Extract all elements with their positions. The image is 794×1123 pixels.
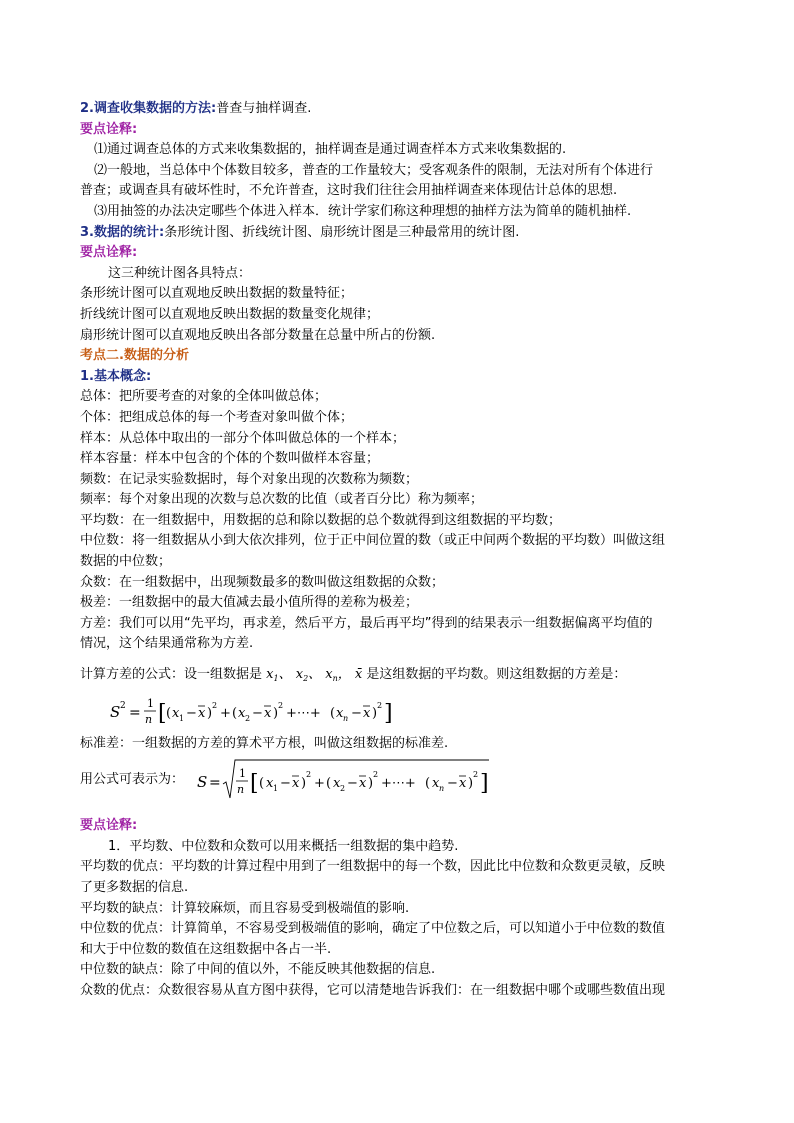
svg-text:2: 2 — [278, 700, 284, 710]
svg-text:(: ( — [232, 705, 238, 721]
svg-text:[: [ — [250, 771, 259, 797]
svg-text:2: 2 — [306, 770, 312, 780]
svg-text:x: x — [264, 705, 272, 721]
concept-median: 中位数：将一组数据从小到大依次排列，位于正中间位置的数（或正中间两个数据的平均数）叫做这组 — [80, 533, 666, 549]
s2-item-2-cont: 普查；或调查具有破坏性时，不允许普查，这时我们往往会用抽样调查来体现估计总体的思想. — [80, 183, 618, 199]
svg-text:1: 1 — [273, 784, 279, 794]
note2-item-5: 中位数的缺点：除了中间的值以外，不能反映其他数据的信息. — [80, 962, 436, 978]
concept-sample: 样本：从总体中取出的一部分个体叫做总体的一个样本； — [80, 430, 406, 446]
s3-item-1: 这三种统计图各具特点： — [108, 265, 252, 281]
s3-item-3: 折线统计图可以直观地反映出数据的数量变化规律； — [80, 306, 380, 322]
svg-text:x: x — [266, 776, 274, 792]
concept-median-cont: 数据的中位数； — [80, 554, 172, 570]
svg-text:2: 2 — [212, 700, 218, 710]
svg-text:2: 2 — [473, 770, 479, 780]
section-3-heading: 3.数据的统计: — [80, 224, 165, 240]
svg-text:): ) — [301, 776, 307, 792]
svg-text:]: ] — [480, 771, 489, 797]
concept-variance: 方差：我们可以用“先平均，再求差，然后平方，最后再平均”得到的结果表示一组数据偏离平均值的 — [80, 615, 653, 631]
svg-text:−: − — [280, 776, 291, 792]
variance-intro — [80, 665, 716, 690]
note2-item-4: 中位数的优点：计算简单，不容易受到极端值的影响，确定了中位数之后，可以知道小于中位数的数值 — [80, 921, 666, 937]
variance-intro-math: $x_1$、 $x_2$、 $x_n$， x̄ — [266, 667, 367, 684]
note2-item-3: 平均数的缺点：计算较麻烦，而且容易受到极端值的影响. — [80, 900, 410, 916]
svg-text:1: 1 — [239, 767, 246, 781]
section-2-heading: 2.调查收集数据的方法: — [80, 101, 217, 116]
variance-formula — [80, 690, 716, 734]
svg-text:x: x — [198, 705, 206, 721]
section-2-text: 普查与抽样调查. — [216, 101, 312, 116]
svg-text:x: x — [292, 776, 300, 792]
svg-text:): ) — [372, 705, 378, 721]
svg-text:[: [ — [158, 700, 167, 726]
svg-text:+⋯+: +⋯+ — [381, 776, 416, 792]
svg-text:+⋯+: +⋯+ — [286, 705, 321, 721]
kp2-heading: 考点二.数据的分析 — [80, 348, 189, 364]
note2-item-2: 平均数的优点：平均数的计算过程中用到了一组数据中的每一个数，因此比中位数和众数更灵敏，反映 — [80, 859, 666, 875]
svg-text:(: ( — [259, 776, 265, 792]
svg-text:2: 2 — [245, 713, 251, 723]
svg-text:(: ( — [326, 776, 332, 792]
std-formula-label: 用公式可表示为： — [80, 772, 185, 788]
std-formula-row — [80, 754, 716, 806]
note2-item-2-cont: 了更多数据的信息. — [80, 880, 189, 895]
svg-text:): ) — [273, 705, 279, 721]
svg-text:−: − — [347, 776, 358, 792]
svg-text:2: 2 — [340, 784, 346, 794]
svg-text:=: = — [209, 775, 221, 792]
svg-text:x: x — [459, 776, 467, 792]
section-3-text: 条形统计图、折线统计图、扇形统计图是三种最常用的统计图. — [164, 224, 520, 240]
s2-item-2: ⑵一般地，当总体中个体数目较多，普查的工作量较大；受客观条件的限制，无法对所有个体进行 — [94, 162, 654, 178]
note2-item-6: 众数的优点：众数很容易从直方图中获得，它可以清楚地告诉我们：在一组数据中哪个或哪些数值出现 — [80, 982, 666, 998]
svg-text:=: = — [129, 704, 141, 721]
svg-text:−: − — [252, 705, 263, 721]
document-content — [80, 99, 716, 1002]
svg-text:x: x — [336, 705, 344, 721]
note2-item-1: 1．平均数、中位数和众数可以用来概括一组数据的集中趋势. — [108, 838, 459, 854]
svg-text:x: x — [359, 776, 367, 792]
concept-frequency: 频数：在记录实验数据时，每个对象出现的次数称为频数； — [80, 471, 419, 487]
svg-text:(: ( — [425, 776, 431, 792]
std-definition: 标准差：一组数据的方差的算术平方根，叫做这组数据的标准差. — [80, 735, 449, 751]
concept-mode: 众数：在一组数据中，出现频数最多的数叫做这组数据的众数； — [80, 574, 445, 590]
svg-text:1: 1 — [147, 696, 154, 710]
variance-intro-text-b: 是这组数据的平均数。则这组数据的方差是： — [366, 667, 627, 683]
concept-population: 总体：把所要考查的对象的全体叫做总体； — [80, 389, 328, 405]
svg-text:2: 2 — [373, 770, 379, 780]
concept-relative-frequency: 频率：每个对象出现的次数与总次数的比值（或者百分比）称为频率； — [80, 492, 484, 508]
svg-text:x: x — [238, 705, 246, 721]
svg-text:1: 1 — [179, 713, 185, 723]
svg-text:+: + — [314, 776, 325, 792]
svg-text:x: x — [432, 776, 440, 792]
svg-text:(: ( — [166, 705, 172, 721]
svg-text:−: − — [351, 705, 362, 721]
svg-text:n: n — [237, 783, 245, 797]
svg-text:): ) — [468, 776, 474, 792]
variance-intro-text-a: 计算方差的公式：设一组数据是 — [80, 667, 263, 683]
svg-text:(: ( — [330, 705, 336, 721]
note-label-2: 要点诠释: — [80, 245, 138, 261]
s2-item-1: ⑴通过调查总体的方式来收集数据的，抽样调查是通过调查样本方式来收集数据的. — [94, 142, 567, 158]
svg-text:x: x — [172, 705, 180, 721]
section-2-line — [80, 99, 716, 120]
concept-variance-cont: 情况，这个结果通常称为方差. — [80, 636, 254, 652]
svg-text:): ) — [207, 705, 213, 721]
note2-item-4-cont: 和大于中位数的数值在这组数据中各占一半. — [80, 941, 332, 957]
svg-text:n: n — [439, 784, 445, 794]
svg-text:+: + — [220, 705, 231, 721]
note-label-3: 要点诠释: — [80, 818, 138, 834]
concept-sample-size: 样本容量：样本中包含的个体的个数叫做样本容量； — [80, 451, 380, 467]
svg-text:n: n — [145, 712, 153, 726]
svg-text:): ) — [368, 776, 374, 792]
svg-text:2: 2 — [120, 700, 126, 711]
s2-item-3: ⑶用抽签的办法决定哪些个体进入样本．统计学家们称这种理想的抽样方法为简单的随机抽样. — [94, 203, 632, 219]
svg-text:x: x — [333, 776, 341, 792]
svg-text:n: n — [343, 713, 349, 723]
concept-range: 极差：一组数据中的最大值减去最小值所得的差称为极差； — [80, 595, 419, 611]
s3-item-4: 扇形统计图可以直观地反映出各部分数量在总量中所占的份额. — [80, 327, 436, 343]
s3-item-2: 条形统计图可以直观地反映出数据的数量特征； — [80, 286, 354, 302]
svg-text:−: − — [447, 776, 458, 792]
svg-text:]: ] — [384, 700, 393, 726]
note-label-1: 要点诠释: — [80, 121, 138, 137]
svg-text:S: S — [197, 773, 208, 792]
concept-individual: 个体：把组成总体的每一个考查对象叫做个体； — [80, 409, 354, 425]
basic-concepts-heading: 1.基本概念: — [80, 368, 152, 384]
svg-text:S: S — [110, 702, 121, 721]
section-3-line — [80, 223, 716, 244]
concept-mean: 平均数：在一组数据中，用数据的总和除以数据的总个数就得到这组数据的平均数； — [80, 512, 562, 528]
svg-text:2: 2 — [377, 700, 383, 710]
svg-text:x: x — [363, 705, 371, 721]
svg-text:−: − — [186, 705, 197, 721]
